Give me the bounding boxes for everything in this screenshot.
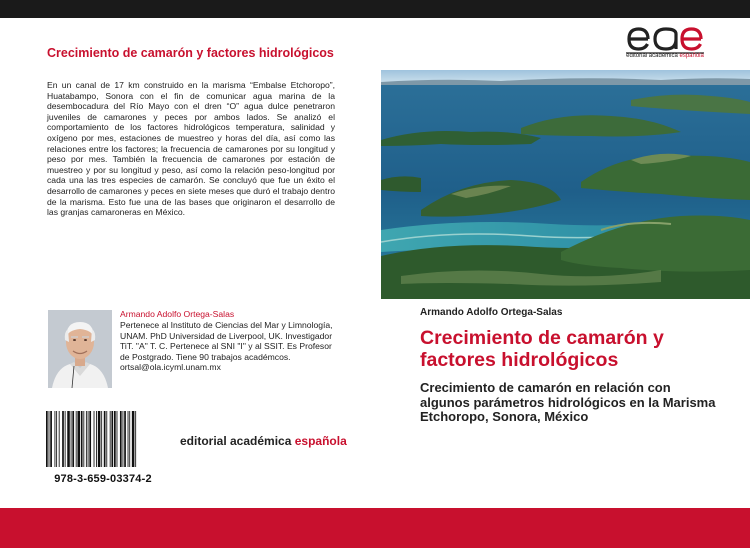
logo-caption-accent: española bbox=[679, 53, 704, 59]
back-cover-blurb: En un canal de 17 km construido en la marisma “Embalse Etchoropo”, Huatabampo, Sonora con el fin de comunicar agua marina de la desembocadura del Río Mayo con el dren “O” agua dulce penetraron juveniles de camarones y peces por ambos lados. Se analizó el comportamiento de los factores hidrológicos temperatura, salinidad y oxígeno por mes, estaciones de muestreo y horas del día, así como las relaciones entre los factores; la frecuencia de camarones por su longitud y peso por mes. También la frecuencia de camarones por estación de muestreo y por su longitud y peso, así como la relación peso-longitud por cada una las tres especies de camarón. Se concluyó que fue un éxito el desarrollo de camarones y peces en siete meses que duró el trabajo dentro de la marisma. Esto fue una de las bases que originaron el desarrollo de las granjas camaroneras en México. bbox=[47, 80, 335, 218]
barcode-icon bbox=[44, 411, 162, 467]
publisher-name-accent: española bbox=[294, 434, 347, 448]
front-cover-title: Crecimiento de camarón y factores hidrológicos bbox=[420, 327, 664, 371]
logo-caption bbox=[612, 53, 718, 59]
author-bio: Pertenece al Instituto de Ciencias del Mar y Limnología, UNAM. PhD Universidad de Liverpool, UK. Investigador TiT. "A" T. C. Pertenece al SNI "I" y al SSIT. Es Profesor de Postgrado. Tiene 90 trabajos académcos. ortsal@ola.icyml.unam.mx bbox=[120, 320, 333, 373]
front-cover-author: Armando Adolfo Ortega-Salas bbox=[420, 307, 563, 318]
cover-photo-islands bbox=[381, 70, 750, 299]
isbn-number: 978-3-659-03374-2 bbox=[54, 473, 152, 485]
front-cover-subtitle: Crecimiento de camarón en relación con algunos parámetros hidrológicos en la Marisma Etchoropo, Sonora, México bbox=[420, 380, 716, 424]
top-band bbox=[0, 0, 750, 18]
author-name: Armando Adolfo Ortega-Salas bbox=[120, 309, 235, 319]
publisher-name-main: editorial académica bbox=[180, 434, 295, 448]
author-photo bbox=[48, 310, 112, 388]
publisher-name bbox=[180, 434, 347, 448]
bottom-band bbox=[0, 508, 750, 548]
back-cover-title: Crecimiento de camarón y factores hidrológicos bbox=[47, 46, 334, 60]
logo-caption-main: editorial académica bbox=[626, 53, 680, 59]
eae-logo-icon bbox=[624, 22, 706, 56]
